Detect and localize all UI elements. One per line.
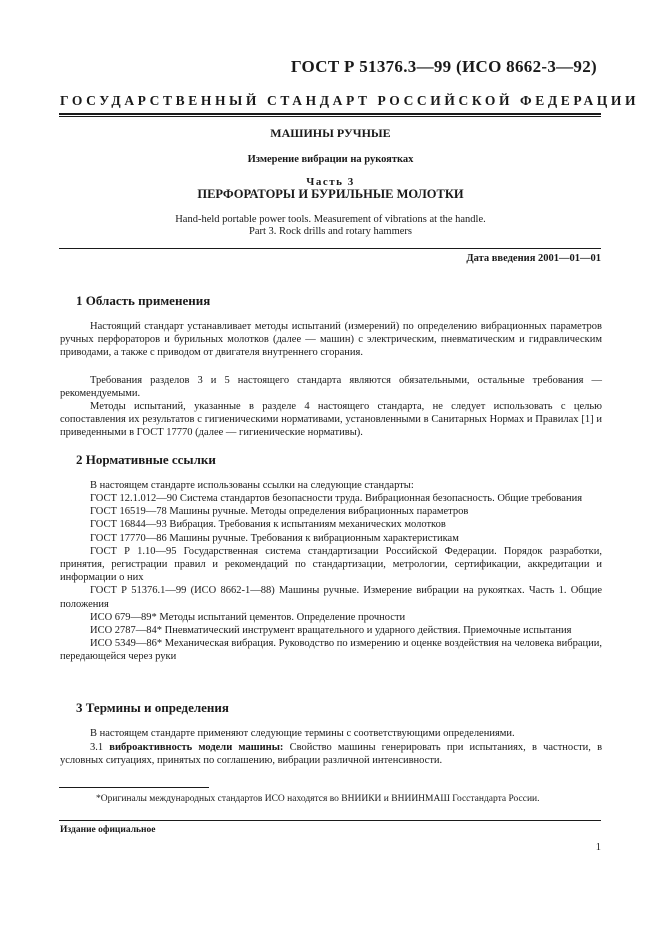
term-name: виброактивность модели машины: <box>109 742 284 753</box>
title-main: МАШИНЫ РУЧНЫЕ <box>270 126 391 140</box>
state-standard-banner: ГОСУДАРСТВЕННЫЙ СТАНДАРТ РОССИЙСКОЙ ФЕДЕРАЦИИ <box>60 93 640 108</box>
page-number: 1 <box>595 842 601 853</box>
section3-term-definition <box>60 741 602 767</box>
title-product: ПЕРФОРАТОРЫ И БУРИЛЬНЫЕ МОЛОТКИ <box>197 187 464 201</box>
term-definition-text: Свойство машины генерировать при испытаниях, в частности, в условных ситуациях, принятых по соглашению, вибрации различной интенсивности. <box>60 742 603 767</box>
footer-rule <box>59 820 601 821</box>
section1-paragraph-2: Требования разделов 3 и 5 настоящего стандарта являются обязательными, остальные требования — рекомендуемыми. <box>60 375 602 400</box>
reference-item: ГОСТ 12.1.012—90 Система стандартов безопасности труда. Вибрационная безопасность. Общие требования <box>90 493 583 504</box>
edition-label: Издание официальное <box>60 825 156 835</box>
intro-date: Дата введения 2001—01—01 <box>466 253 601 264</box>
section2-intro: В настоящем стандарте использованы ссылки на следующие стандарты: <box>90 480 414 491</box>
header-rule-thick <box>59 113 601 115</box>
reference-item: ГОСТ Р 1.10—95 Государственная система стандартизации Российской Федерации. Порядок разработки, принятия, регистрации правил и рекомендаций по стандартизации, метрологии, сертификации, аккредитации и информации о них <box>60 545 602 584</box>
reference-item: ИСО 2787—84* Пневматический инструмент вращательного и ударного действия. Приемочные испытания <box>90 625 572 637</box>
title-rule <box>59 248 601 249</box>
section3-heading: 3 Термины и определения <box>76 700 229 715</box>
section1-paragraph-1: Настоящий стандарт устанавливает методы испытаний (измерений) по определению вибрационных параметров ручных перфораторов и бурильных молотков (далее — машин) с электрическим, пневматическим и гидравлическим приводами, а также с приводом от двигателя внутреннего сгорания. <box>60 321 602 359</box>
section1-heading: 1 Область применения <box>76 293 211 308</box>
reference-item: ГОСТ 16844—93 Вибрация. Требования к испытаниям механических молотков <box>90 519 446 531</box>
normative-references-list <box>60 492 602 664</box>
gost-number: ГОСТ Р 51376.3—99 (ИСО 8662-3—92) <box>290 57 597 76</box>
english-title-line2: Part 3. Rock drills and rotary hammers <box>248 226 412 237</box>
section3-intro: В настоящем стандарте применяют следующие термины с соответствующими определениями. <box>90 728 515 739</box>
title-part: Часть 3 <box>306 176 355 188</box>
section1-paragraph-3: Методы испытаний, указанные в разделе 4 настоящего стандарта, не следует использовать с целью сопоставления их результатов с гигиеническими нормативами, установленными в Санитарных Нормах и Правилах [1] и приведенными в ГОСТ 17770 (далее — гигиенические нормативы). <box>60 401 602 439</box>
title-subtitle: Измерение вибрации на рукоятках <box>247 154 414 165</box>
reference-item: ИСО 5349—86* Механическая вибрация. Руководство по измерению и оценке воздействия на человека вибрации, передающейся через руки <box>60 638 602 663</box>
reference-item: ГОСТ 16519—78 Машины ручные. Методы определения вибрационных параметров <box>90 506 469 518</box>
english-title-line1: Hand-held portable power tools. Measurement of vibrations at the handle. <box>175 214 486 225</box>
footnote: *Оригиналы международных стандартов ИСО находятся во ВНИИКИ и ВНИИНМАШ Госстандарта России. <box>96 794 540 804</box>
header-rule-thin <box>59 116 601 117</box>
section2-heading: 2 Нормативные ссылки <box>76 452 216 467</box>
reference-item: ГОСТ Р 51376.1—99 (ИСО 8662-1—88) Машины ручные. Измерение вибрации на рукоятках. Часть 1. Общие положения <box>60 585 602 610</box>
term-number: 3.1 <box>90 742 104 753</box>
reference-item: ИСО 679—89* Методы испытаний цементов. Определение прочности <box>90 611 406 623</box>
footnote-rule <box>59 787 209 788</box>
reference-item: ГОСТ 17770—86 Машины ручные. Требования к вибрационным характеристикам <box>90 532 459 544</box>
